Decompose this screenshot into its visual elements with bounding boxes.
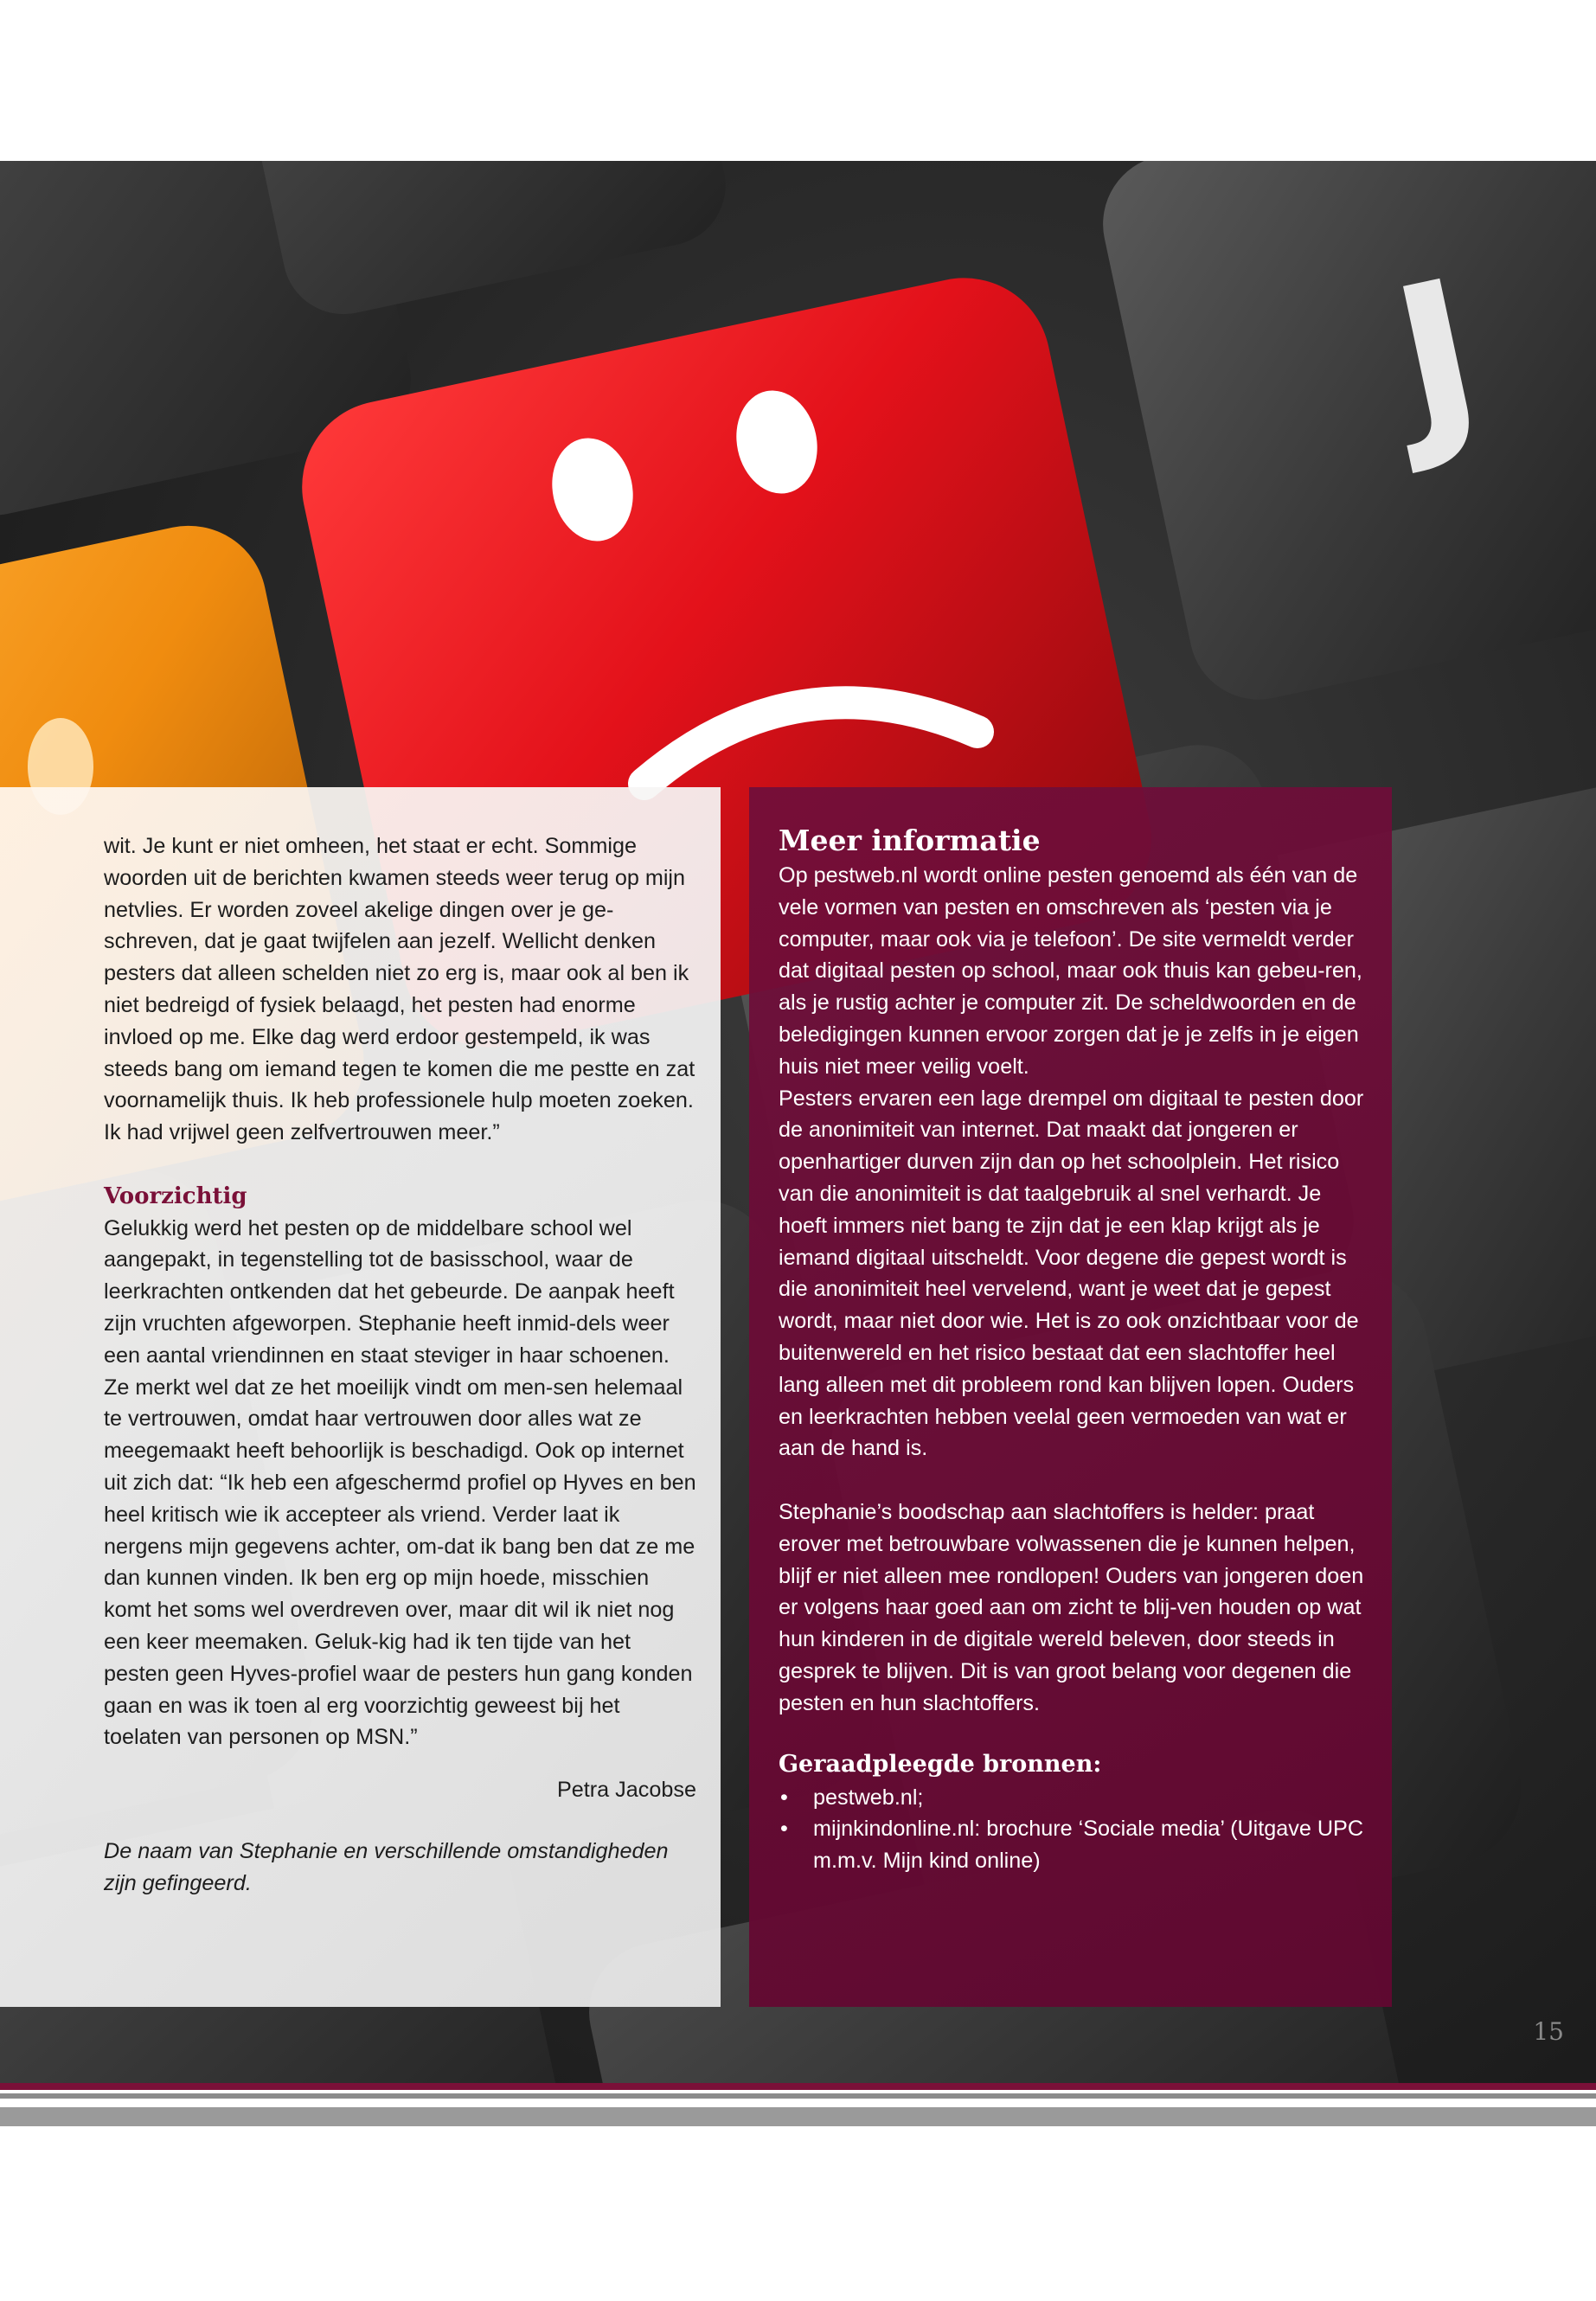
bullet-icon: • (780, 1817, 788, 1842)
article-paragraph: wit. Je kunt er niet omheen, het staat er echt. Sommige woorden uit de berichten kwamen steeds weer terug op mijn netvlies. Er worden zoveel akelige dingen over je ge-schreven, dat je gaat twijfelen aan jezelf. Wellicht denken pesters dat alleen schelden niet zo erg is, maar ook al ben ik niet bedreigd of fysiek belaagd, het pesten had enorme invloed op me. Elke dag werd erdoor gestempeld, ik was steeds bang om iemand tegen te komen die me pestte en zat voornamelijk thuis. Ik heb professionele hulp moeten zoeken. Ik had vrijwel geen zelfvertrouwen meer.” (104, 834, 695, 1145)
info-paragraph: Op pestweb.nl wordt online pesten genoemd als één van de vele vormen van pesten en omschreven als ‘pesten via je computer, maar ook via je telefoon’. De site vermeldt verder dat digitaal pesten op school, maar ook thuis kan gebeu-ren, als je rustig achter je computer zit. De scheldwoorden en de beledigingen kunnen ervoor zorgen dat je je zelfs in je eigen huis niet meer veilig voelt. (779, 863, 1362, 1079)
sources-list-item (779, 1813, 1375, 1877)
sources-list (779, 1782, 1375, 1877)
disclaimer-note: De naam van Stephanie en verschillende omstandigheden zijn gefingeerd. (104, 1838, 669, 1895)
article-subheading: Voorzichtig (104, 1183, 247, 1209)
sources-heading: Geraadpleegde bronnen: (779, 1750, 1102, 1778)
info-paragraph: Pesters ervaren een lage drempel om digitaal te pesten door de anonimiteit van internet. Dat maakt dat jongeren er openhartiger durven zijn dan op het schoolplein. Het risico van die anonimiteit is dat taalgebruik al snel verhardt. Je hoeft immers niet bang te zijn dat je een klap krijgt als je iemand digitaal uitscheldt. Voor degene die gepest wordt is die anonimiteit heel vervelend, want je weet dat je gepest wordt, maar niet door wie. Het is zo ook onzichtbaar voor de buitenwereld en het risico bestaat dat een slachtoffer heel lang alleen met dit probleem rond kan blijven lopen. Ouders en leerkrachten hebben veelal geen vermoeden van wat er aan de hand is. (779, 1086, 1364, 1461)
page-number: 15 (1533, 2017, 1564, 2046)
info-box (749, 787, 1392, 2007)
bullet-icon: • (780, 1785, 788, 1810)
article-body (104, 830, 696, 1900)
footer-rule-magenta (0, 2083, 1596, 2090)
source-text: mijnkindonline.nl: brochure ‘Sociale media’ (Uitgave UPC m.m.v. Mijn kind online) (813, 1817, 1364, 1874)
footer-rule-grey (0, 2093, 1596, 2099)
footer-rule-grey-wide (0, 2107, 1596, 2126)
info-box-body (779, 822, 1375, 1877)
info-box-title: Meer informatie (779, 824, 1041, 857)
source-text: pestweb.nl; (813, 1785, 924, 1810)
author-signature: Petra Jacobse (556, 1778, 696, 1803)
info-paragraph: Stephanie’s boodschap aan slachtoffers is helder: praat erover met betrouwbare volwassenen die je kunnen helpen, blijf er niet alleen mee rondlopen! Ouders van jongeren doen er volgens haar goed aan om zicht te blij-ven houden op wat hun kinderen in de digitale wereld beleven, door steeds in gesprek te blijven. Dit is van groot belang voor degenen die pesten en hun slachtoffers. (779, 1499, 1364, 1715)
article-paragraph: Gelukkig werd het pesten op de middelbare school wel aangepakt, in tegenstelling tot de basisschool, waar de leerkrachten ontkenden dat het gebeurde. De aanpak heeft zijn vruchten afgeworpen. Stephanie heeft inmid-dels weer een aantal vriendinnen en staat steviger in haar schoenen. Ze merkt wel dat ze het moeilijk vindt om men-sen helemaal te vertrouwen, omdat haar vertrouwen door alles wat ze meegemaakt heeft behoorlijk is beschadigd. Ook op internet uit zich dat: “Ik heb een afgeschermd profiel op Hyves en ben heel kritisch wie ik accepteer als vriend. Verder laat ik nergens mijn gegevens achter, om-dat ik bang ben dat ze me dan kunnen vinden. Ik ben erg op mijn hoede, misschien komt het soms wel overdreven over, maar dit wil ik niet nog een keer meemaken. Geluk-kig had ik ten tijde van het pesten geen Hyves-profiel waar de pesters hun gang konden gaan en was ik toen al erg voorzichtig geweest bij het toelaten van personen op MSN.” (104, 1215, 696, 1750)
key-letter-j: J (1377, 237, 1498, 479)
article-column (0, 787, 721, 2007)
sources-list-item (779, 1782, 1375, 1814)
